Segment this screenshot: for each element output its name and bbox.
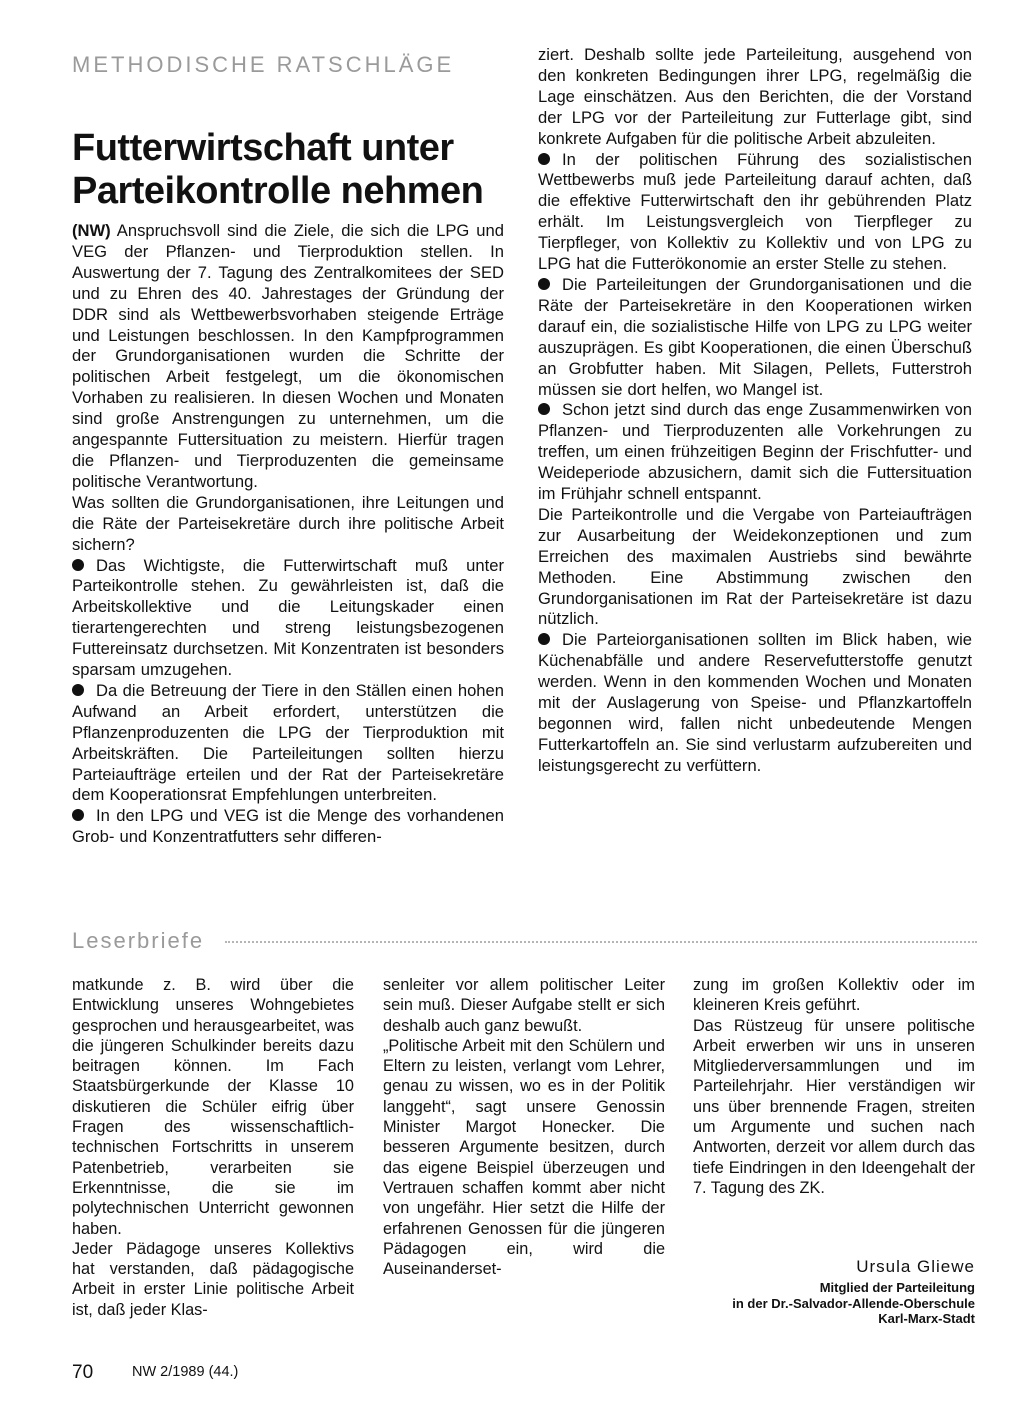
- headline-line-1: Futterwirtschaft unter: [72, 127, 454, 169]
- section-divider: [225, 941, 977, 943]
- article-column-1: [72, 221, 504, 848]
- bullet-text: In der politischen Führung des sozialistischen Wettbewerbs muß jede Parteileitung darauf achten, daß die effektive Futterwirtschaft den ihr gebührenden Platz erhält. Im Leistungsvergleich von Tierpfleger zu Tierpfleger, von Kollektiv zu Kollektiv und von LPG zu LPG hat die Futterökonomie an erster Stelle zu stehen.: [538, 149, 972, 274]
- bullet-icon: [538, 403, 550, 415]
- article-paragraph: Was sollten die Grundorganisationen, ihre Leitungen und die Räte der Parteisekretäre durch ihre politische Arbeit sichern?: [72, 492, 504, 554]
- letter-column-2: [383, 975, 665, 1279]
- author-role-line: Karl-Marx-Stadt: [878, 1311, 975, 1326]
- page-number: 70: [72, 1362, 94, 1383]
- letter-paragraph: „Politische Arbeit mit den Schülern und Eltern zu leisten, verlangt vom Lehrer, genau zu wissen, wo es in der Politik langgeht“, sagt unsere Genossin Minister Margot Honecker. Die besseren Argumente besitzen, durch das eigene Beispiel überzeugen und Vertrauen schaffen kommt aber nicht von ungefähr. Hier setzt die Hilfe der erfahrenen Genossen für die jüngeren Pädagogen ein, wird die Auseinanderset-: [383, 1036, 665, 1279]
- article-bullet-item: [72, 806, 504, 848]
- letter-paragraph: matkunde z. B. wird über die Entwicklung unseres Wohngebietes gesprochen und herausgearbeitet, was die jüngeren Schulkinder bereits dazu beitragen können. Im Fach Staatsbürgerkunde der Klasse 10 diskutieren die Schüler eifrig über Fragen des wissenschaftlich-technischen Fortschritts in unserem Patenbetrieb, verarbeiten sie Erkenntnisse, die sie im polytechnischen Unterricht gewonnen haben.: [72, 976, 354, 1238]
- letter-paragraph: Das Rüstzeug für unsere politische Arbeit erwerben wir uns in unseren Mitgliederversammlungen und im Parteilehrjahr. Hier verständigen wir uns über brennende Fragen, streiten um Argumente und suchen nach Antworten, derzeit vor allem durch das tiefe Eindringen in den Ideengehalt der 7. Tagung des ZK.: [693, 1016, 975, 1197]
- bullet-text: In den LPG und VEG ist die Menge des vorhandenen Grob- und Konzentratfutters sehr differen-: [72, 806, 504, 847]
- article-bullet-item: [538, 275, 972, 400]
- bullet-icon: [72, 559, 84, 571]
- letter-paragraph: senleiter vor allem politischer Leiter sein muß. Dieser Aufgabe stellt er sich deshalb auch ganz bewußt.: [383, 976, 665, 1035]
- bullet-icon: [538, 153, 550, 165]
- bullet-text: Die Parteileitungen der Grundorganisationen und die Räte der Parteisekretäre in den Kooperationen wirken darauf ein, die sozialistische Hilfe von LPG zu LPG weiter auszuprägen. Es gibt Kooperationen, die einen Überschuß an Grobfutter haben. Mit Silagen, Pellets, Futterstroh müssen sie dort helfen, wo Mangel ist.: [538, 274, 972, 399]
- bullet-text: Schon jetzt sind durch das enge Zusammenwirken von Pflanzen- und Tierproduzenten alle Vorkehrungen zu treffen, um einen frühzeitigen Beginn der Frischfutter- und Weideperiode abzusichern, damit sich die Futtersituation im Frühjahr schnell entspannt.: [538, 400, 972, 504]
- bullet-icon: [538, 278, 550, 290]
- letter-paragraph: zung im großen Kollektiv oder im kleineren Kreis geführt.: [693, 976, 975, 1015]
- source-tag: (NW): [72, 221, 111, 240]
- article-paragraph: Die Parteikontrolle und die Vergabe von Parteiaufträgen zur Ausarbeitung der Weidekonzeptionen und zum Erreichen des maximalen Austriebs sind bewährte Methoden. Eine Abstimmung zwischen den Grundorganisationen im Rat der Parteisekretäre ist dazu nützlich.: [538, 504, 972, 629]
- issue-label: NW 2/1989 (44.): [132, 1364, 239, 1380]
- letter-column-3: [693, 975, 975, 1198]
- paragraph-text: Anspruchsvoll sind die Ziele, die sich die LPG und VEG der Pflanzen- und Tierproduktion stellen. In Auswertung der 7. Tagung des Zentralkomitees der SED und zu Ehren des 40. Jahrestages der Gründung der DDR sind als Wettbewerbsvorhaben steigende Erträge und Leistungen beschlossen. In den Kampfprogrammen der Grundorganisationen wurden die Schritte der politischen Arbeit festgelegt, um die ökonomischen Vorhaben zu realisieren. In diesen Wochen und Monaten sind große Anstrengungen zu unternehmen, um die angespannte Futtersituation zu meistern. Hierfür tragen die Pflanzen- und Tierproduzenten die gemeinsame politische Verantwortung.: [72, 221, 504, 491]
- article-bullet-item: [72, 556, 504, 681]
- bullet-icon: [72, 684, 84, 696]
- article-column-2: [538, 45, 972, 777]
- author-role: [660, 1280, 975, 1327]
- author-name: Ursula Gliewe: [856, 1257, 975, 1276]
- author-role-line: in der Dr.-Salvador-Allende-Oberschule: [732, 1295, 975, 1311]
- article-bullet-item: [538, 150, 972, 275]
- letters-section-label: Leserbriefe: [72, 928, 205, 953]
- article-bullet-item: [72, 681, 504, 806]
- headline-line-2: Parteikontrolle nehmen: [72, 170, 484, 212]
- bullet-icon: [538, 633, 550, 645]
- bullet-text: Da die Betreuung der Tiere in den Ställen einen hohen Aufwand an Arbeit erfordert, unterstützen die Pflanzenproduzenten die LPG der Tierproduktion mit Arbeitskräften. Die Parteileitungen sollten hierzu Parteiaufträge erteilen und der Rat der Parteisekretäre dem Kooperationsrat Empfehlungen unterbreiten.: [72, 680, 504, 805]
- letter-paragraph: Jeder Pädagoge unseres Kollektivs hat verstanden, daß pädagogische Arbeit in erster Linie politische Arbeit ist, daß jeder Klas-: [72, 1239, 354, 1319]
- article-bullet-item: [538, 400, 972, 505]
- article-paragraph: [72, 221, 504, 493]
- section-label: METHODISCHE RATSCHLÄGE: [72, 52, 455, 77]
- article-paragraph: ziert. Deshalb sollte jede Parteileitung, ausgehend von den konkreten Bedingungen ihrer LPG, regelmäßig die Lage einschätzen. Aus den Berichten, die der Vorstand der LPG vor der Parteileitung zur Futterlage gibt, sind konkrete Aufgaben für die politische Arbeit abzuleiten.: [538, 45, 972, 148]
- article-bullet-item: [538, 630, 972, 776]
- headline: [72, 127, 492, 213]
- bullet-text: Das Wichtigste, die Futterwirtschaft muß unter Parteikontrolle stehen. Zu gewährleisten ist, daß die Arbeitskollektive und die Leitungskader einen tierartengerechten und streng leistungsbezogenen Futtereinsatz durchsetzen. Mit Konzentraten ist besonders sparsam umzugehen.: [72, 555, 504, 680]
- bullet-icon: [72, 809, 84, 821]
- letter-column-1: [72, 975, 354, 1320]
- bullet-text: Die Parteiorganisationen sollten im Blick haben, wie Küchenabfälle und andere Reservefutterstoffe genutzt werden. Wenn in den kommenden Wochen und Monaten mit der Auslagerung von Speise- und Pflanzkartoffeln begonnen wird, fallen nicht unbedeutende Mengen Futterkartoffeln an. Sie sind verlustarm aufzubereiten und leistungsgerecht zu verfüttern.: [538, 630, 972, 775]
- author-role-line: Mitglied der Parteileitung: [819, 1280, 975, 1295]
